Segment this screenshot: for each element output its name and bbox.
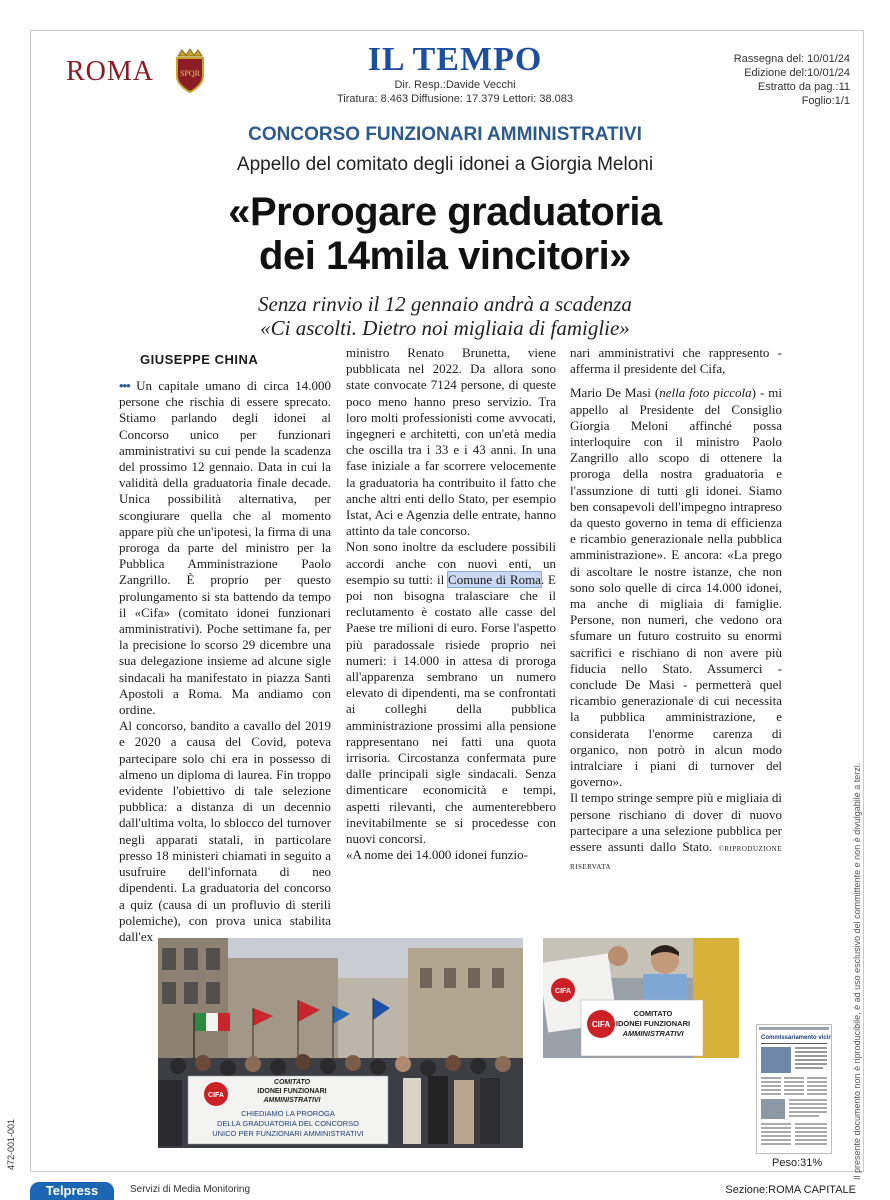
- deck: [0, 292, 890, 340]
- deck-line-2: «Ci ascolti. Dietro noi migliaia di famiglie»: [260, 316, 630, 340]
- banner-line-1: COMITATO: [273, 1079, 311, 1086]
- rassegna-date: Rassegna del: 10/01/24: [733, 53, 850, 65]
- paragraph: Mario De Masi (nella foto piccola) - mi appello al Presidente del Consiglio Giorgia Meloni affinché possa interloquire con il ministro Paolo Zangrillo allo scopo di ottenere la proroga della nostra graduatoria e l'assunzione di tutti gli idonei. Siamo ben consapevoli dell'impegno intrapreso da questo governo in tema di efficienza e ricambio generazionale nella pubblica amministrazione». E ancora: «La prego di ascoltare le nostre istanze, che non sono solo quelle di circa 14.000 idonei, ma anche di migliaia di famiglie. Persone, non numeri, che vedono ora sfumare un futuro costruito su enormi sacrifici e rischiano di non avere più fiducia nello Stato. Assumerci - conclude De Masi - permetterà quel ricambio generazionale di cui necessita la pubblica amministrazione, e considerata l'enorme carenza di organico, non potrò in alcun modo intralciare i piani di turnover del governo».: [570, 385, 782, 790]
- protest-photo: [158, 938, 523, 1148]
- headline-line-1: «Prorogare graduatoria: [228, 190, 662, 234]
- sign-line-3: AMMINISTRATIVI: [622, 1029, 684, 1038]
- estratto-page: Estratto da pag.:11: [757, 81, 850, 93]
- telpress-logo: Telpress: [30, 1182, 114, 1200]
- servizi-label: Servizi di Media Monitoring: [130, 1184, 251, 1195]
- banner-line-4: CHIEDIAMO LA PROROGA: [241, 1109, 335, 1118]
- circulation: Tiratura: 8.463 Diffusione: 17.379 Lettori: 38.083: [336, 93, 574, 105]
- banner-line-6: UNICO PER FUNZIONARI AMMINISTRATIVI: [212, 1129, 364, 1138]
- article-column-3: [570, 345, 782, 876]
- article-column-1: [119, 378, 331, 945]
- president-photo: [543, 938, 739, 1058]
- thumbnail-preview: [757, 1025, 831, 1153]
- paragraph: Il tempo stringe sempre più e migliaia di persone rischiano di dover di nuovo partecipare a una selezione pubblica per essere assunti dallo Stato. ©RIPRODUZIONE RISERVATA: [570, 790, 782, 872]
- headline-line-2: dei 14mila vincitori»: [259, 234, 631, 278]
- disclaimer-vertical: Il presente documento non è riproducibile, è ad uso esclusivo del committente e non è divulgabile a terzi.: [852, 762, 862, 1180]
- banner-logo-text: CIFA: [208, 1092, 224, 1099]
- banner-line-3: AMMINISTRATIVI: [263, 1097, 321, 1104]
- masthead: [330, 42, 580, 106]
- paragraph: Al concorso, bandito a cavallo del 2019 e 2020 a causa del Covid, poteva partecipare solo chi era in possesso di almeno un diploma di laurea. Fin troppo evidente l'obiettivo di tale selezione pubblica: a distanza di un decennio dall'ultima volta, lo sblocco del turnover negli apparati statali, in particolare presso 18 ministeri chiamati in seguito a usufruire dell'infornata di neo dipendenti. La graduatoria del concorso a quiz (causa di un profluvio di sterili polemiche), con prova unica stabilita dall'ex: [119, 718, 331, 944]
- paragraph: ••• Un capitale umano di circa 14.000 persone che rischia di essere sprecato. Stiamo parlando degli idonei al Concorso unico per funzionari amministrativi su cui pende la scadenza del prossimo 12 gennaio. Data in cui la validità della graduatoria finale decade. Unica possibilità alternativa, per scongiurare quella che al momento appare più che un'ipotesi, la firma di una proroga da parte del ministro per la Pubblica Amministrazione Paolo Zangrillo. È proprio per questo prolungamento si sta battendo da tempo il «Cifa» (comitato idonei funzionari amministrativi). Poche settimane fa, per la precisione lo scorso 29 dicembre una sua delegazione insieme ad alcune sigle sindacali ha manifestato in piazza Santi Apostoli a Roma. Ma andiamo con ordine.: [119, 378, 331, 718]
- roma-logo: ROMA: [66, 56, 155, 87]
- banner-line-5: DELLA GRADUATORIA DEL CONCORSO: [217, 1119, 359, 1128]
- article-column-2: [346, 345, 556, 864]
- paragraph: ministro Renato Brunetta, viene pubblicata nel 2022. Da allora sono state convocate 7124 persone, di queste poco meno hanno preso servizio. Tra loro molti professionisti come avvocati, ingegneri e architetti, con un'età media che oscilla tra i 33 e i 43 anni. In una fase iniziale a far scorrere velocemente la graduatoria ha contribuito il fatto che anche altri enti dello Stato, per esempio Istat, Aci e Agenzia delle entrate, hanno attinto da tale concorso.: [346, 345, 556, 539]
- thumbnail-title: Commissariamento vicino: [761, 1035, 831, 1041]
- president-scene: [543, 938, 739, 1058]
- document-code: 472-001-001: [6, 1118, 16, 1170]
- paragraph: nari amministrativi che rappresento - afferma il presidente del Cifa,: [570, 345, 782, 377]
- sezione-label: Sezione:ROMA CAPITALE: [725, 1184, 856, 1196]
- headline: [0, 190, 890, 278]
- subhead: Appello del comitato degli idonei a Giorgia Meloni: [236, 154, 654, 175]
- highlighted-comune-di-roma[interactable]: Comune di Roma: [448, 571, 541, 587]
- protest-scene: [158, 938, 523, 1148]
- rassegna-info: [734, 52, 850, 108]
- sign-line-1: COMITATO: [633, 1009, 673, 1018]
- copyright-note: ©RIPRODUZIONE RISERVATA: [570, 845, 782, 872]
- svg-text:SPQR: SPQR: [179, 69, 201, 78]
- foglio: Foglio:1/1: [801, 95, 850, 107]
- paragraph: Non sono inoltre da escludere possibili accordi anche con nuovi enti, un esempio su tutti: il Comune di Roma. E poi non bisogna tralasciare che il reclutamento è costato alle casse del Paese tre milioni di euro. Forse l'aspetto più paradossale risiede proprio nei numeri: i 14.000 in attesa di proroga all'apparenza sembrano un numero elevato di dipendenti, ma se confrontati ai colleghi della pubblica amministrazione prossimi alla pensione rappresentano nei fatti una quota irrisoria. Circostanza confermata pure dalle principali sigle sindacali. Senza dimenticare economicità e tempi, aspetti rilevanti, che aumenterebbero inevitabilmente se si procedesse con nuovi concorsi.: [346, 539, 556, 847]
- paragraph: «A nome dei 14.000 idonei funzio-: [346, 847, 528, 863]
- director: Dir. Resp.:Davide Vecchi: [394, 79, 516, 91]
- deck-line-1: Senza rinvio il 12 gennaio andrà a scadenza: [258, 292, 632, 316]
- sign-logo-text-back: CIFA: [555, 988, 571, 995]
- sign-logo-text: CIFA: [591, 1020, 611, 1029]
- page-thumbnail: [756, 1024, 832, 1154]
- bullets-icon: •••: [119, 378, 130, 393]
- byline: GIUSEPPE CHINA: [140, 352, 259, 367]
- kicker: CONCORSO FUNZIONARI AMMINISTRATIVI: [248, 124, 642, 145]
- banner-line-2: IDONEI FUNZIONARI: [257, 1088, 327, 1095]
- peso-label: Peso:31%: [772, 1157, 823, 1169]
- sign-line-2: IDONEI FUNZIONARI: [615, 1019, 691, 1028]
- il-tempo-logo: IL TEMPO: [367, 41, 543, 78]
- edizione-date: Edizione del:10/01/24: [744, 67, 850, 79]
- roma-crest-icon: [172, 46, 208, 94]
